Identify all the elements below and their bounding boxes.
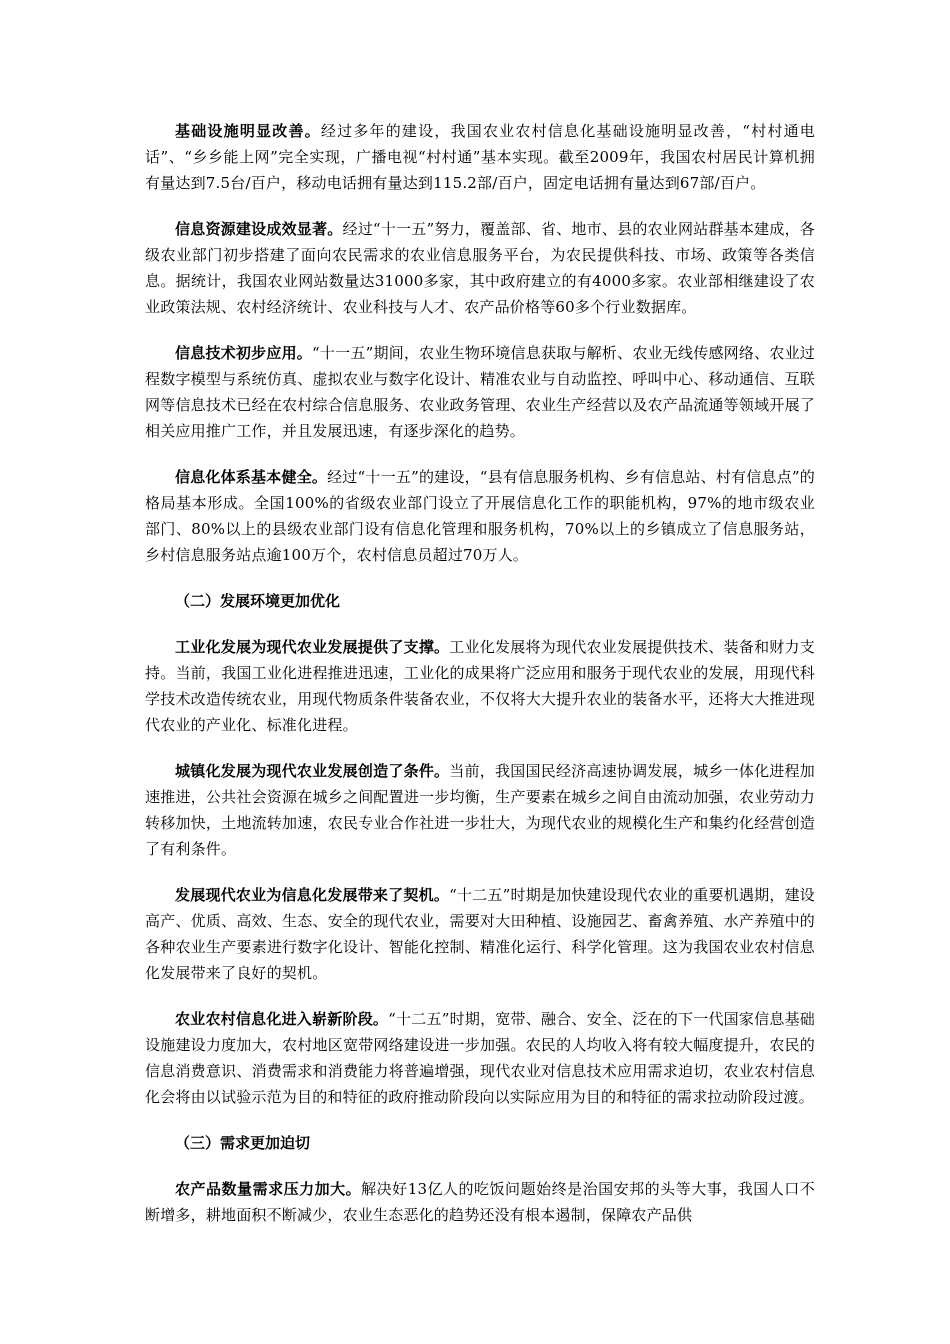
paragraph-body: 经过“十一五”努力，覆盖部、省、地市、县的农业网站群基本建成，各级农业部门初步搭建了面向农民需求的农业信息服务平台，为农民提供科技、市场、政策等各类信息。据统计，我国农业网站数量达31000多家，其中政府建立的有4000多家。农业部相继建设了农业政策法规、农村经济统计、农业科技与人才、农产品价格等60多个行业数据库。: [145, 220, 815, 316]
paragraph-body: 解决好13亿人的吃饭问题始终是治国安邦的头等大事，我国人口不断增多，耕地面积不断减少，农业生态恶化的趋势还没有根本遏制，保障农产品供: [145, 1180, 815, 1224]
paragraph-body: 当前，我国国民经济高速协调发展，城乡一体化进程加速推进，公共社会资源在城乡之间配置进一步均衡，生产要素在城乡之间自由流动加强，农业劳动力转移加快，土地流转加速，农民专业合作社进一步壮大，为现代农业的规模化生产和集约化经营创造了有利条件。: [145, 762, 815, 858]
paragraph-lead: 发展现代农业为信息化发展带来了契机。: [175, 886, 450, 904]
paragraph-body: 经过多年的建设，我国农业农村信息化基础设施明显改善，“村村通电话”、“乡乡能上网”完全实现，广播电视“村村通”基本实现。截至2009年，我国农村居民计算机拥有量达到7.5台/百户，移动电话拥有量达到115.2部/百户，固定电话拥有量达到67部/百户。: [145, 122, 815, 192]
paragraph-info-system: [145, 464, 815, 568]
paragraph-lead: 工业化发展为现代农业发展提供了支撑。: [175, 638, 450, 656]
paragraph-lead: 信息资源建设成效显著。: [175, 220, 343, 238]
paragraph-lead: 信息化体系基本健全。: [175, 468, 328, 486]
paragraph-body: “十二五”时期是加快建设现代农业的重要机遇期，建设高产、优质、高效、生态、安全的现代农业，需要对大田种植、设施园艺、畜禽养殖、水产养殖中的各种农业生产要素进行数字化设计、智能化控制、精准化运行、科学化管理。这为我国农业农村信息化发展带来了良好的契机。: [145, 886, 816, 982]
paragraph-modern-agriculture: [145, 882, 815, 986]
paragraph-urbanization: [145, 758, 815, 862]
paragraph-info-resources: [145, 216, 815, 320]
paragraph-body: 经过“十一五”的建设，“县有信息服务机构、乡有信息站、村有信息点”的格局基本形成。全国100%的省级农业部门设立了开展信息化工作的职能机构，97%的地市级农业部门、80%以上的县级农业部门设有信息化管理和服务机构，70%以上的乡镇成立了信息服务站，乡村信息服务站点逾100万个，农村信息员超过70万人。: [145, 468, 815, 564]
paragraph-lead: 城镇化发展为现代农业发展创造了条件。: [175, 762, 450, 780]
paragraph-lead: 农业农村信息化进入崭新阶段。: [175, 1010, 389, 1028]
paragraph-body: 工业化发展将为现代农业发展提供技术、装备和财力支持。当前，我国工业化进程推进迅速，工业化的成果将广泛应用和服务于现代农业的发展，用现代科学技术改造传统农业，用现代物质条件装备农业，不仅将大大提升农业的装备水平，还将大大推进现代农业的产业化、标准化进程。: [145, 638, 815, 734]
paragraph-industrialization: [145, 634, 815, 738]
section-heading-2: （二）发展环境更加优化: [175, 592, 341, 610]
paragraph-lead: 农产品数量需求压力加大。: [175, 1180, 362, 1198]
paragraph-new-stage: [145, 1006, 815, 1110]
paragraph-body: “十二五”时期，宽带、融合、安全、泛在的下一代国家信息基础设施建设力度加大，农村地区宽带网络建设进一步加强。农民的人均收入将有较大幅度提升，农民的信息消费意识、消费需求和消费能力将普遍增强，现代农业对信息技术应用需求迫切，农业农村信息化会将由以试验示范为目的和特征的政府推动阶段向以实际应用为目的和特征的需求拉动阶段过渡。: [145, 1010, 815, 1106]
document-page: [145, 118, 815, 1248]
paragraph-lead: 信息技术初步应用。: [175, 344, 313, 362]
section-heading-3: （三）需求更加迫切: [175, 1134, 311, 1152]
paragraph-info-tech: [145, 340, 815, 444]
paragraph-demand-pressure: [145, 1176, 815, 1228]
paragraph-body: “十一五”期间，农业生物环境信息获取与解析、农业无线传感网络、农业过程数字模型与系统仿真、虚拟农业与数字化设计、精准农业与自动监控、呼叫中心、移动通信、互联网等信息技术已经在农村综合信息服务、农业政务管理、农业生产经营以及农产品流通等领域开展了相关应用推广工作，并且发展迅速，有逐步深化的趋势。: [145, 344, 815, 440]
paragraph-lead: 基础设施明显改善。: [175, 122, 321, 140]
paragraph-infrastructure: [145, 118, 815, 196]
